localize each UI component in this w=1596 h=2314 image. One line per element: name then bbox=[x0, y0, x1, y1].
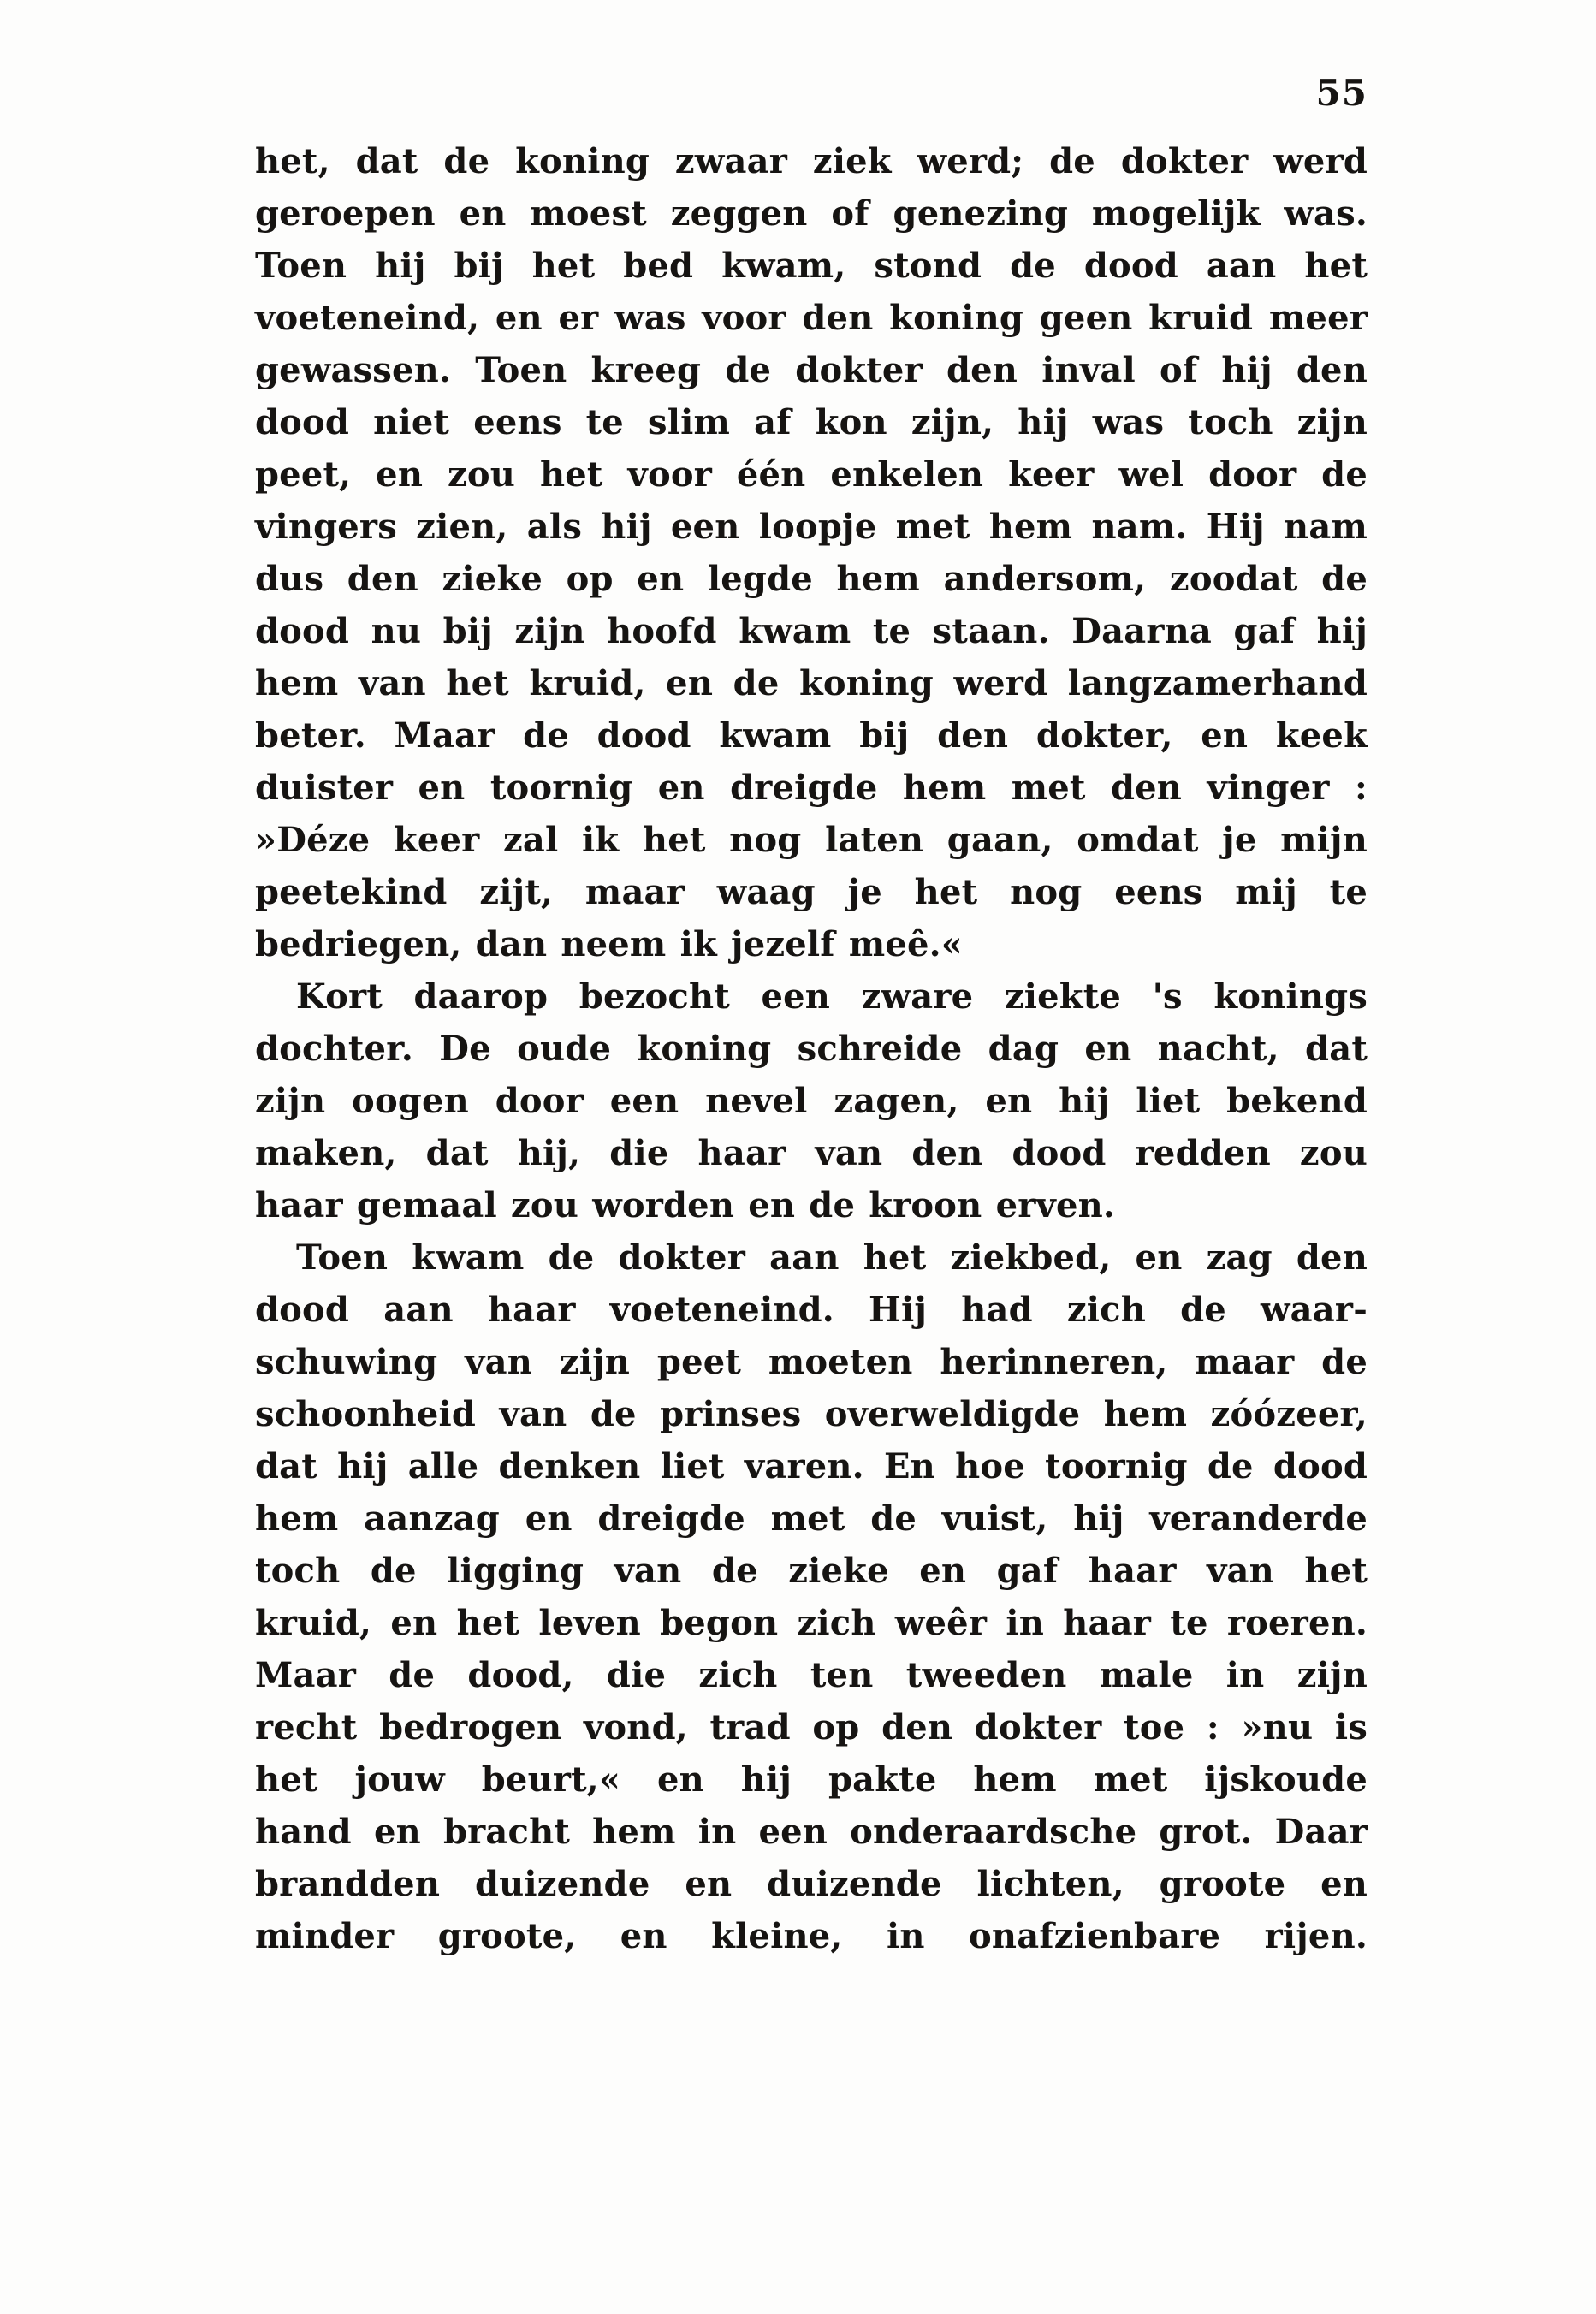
text-line: brandden duizende en duizende lichten, groote en bbox=[255, 1864, 1368, 1904]
text-line: duister en toornig en dreigde hem met den vinger : bbox=[255, 768, 1368, 808]
text-line: dat hij alle denken liet varen. En hoe toornig de dood bbox=[255, 1446, 1368, 1486]
text-line: recht bedrogen vond, trad op den dokter toe : »nu is bbox=[255, 1707, 1368, 1747]
text-line: dochter. De oude koning schreide dag en nacht, dat bbox=[255, 1029, 1368, 1069]
text-line: Maar de dood, die zich ten tweeden male in zijn bbox=[255, 1655, 1368, 1695]
text-line: geroepen en moest zeggen of genezing mogelijk was. bbox=[255, 193, 1368, 234]
text-line: dood aan haar voeteneind. Hij had zich de waar- bbox=[255, 1290, 1368, 1330]
text-line: gewassen. Toen kreeg de dokter den inval of hij den bbox=[255, 350, 1368, 390]
text-line: schuwing van zijn peet moeten herinneren, maar de bbox=[255, 1342, 1368, 1382]
paragraph bbox=[255, 1231, 1368, 1962]
text-line: peetekind zijt, maar waag je het nog eens mij te bbox=[255, 872, 1368, 912]
text-line: vingers zien, als hij een loopje met hem nam. Hij nam bbox=[255, 507, 1368, 547]
text-line: schoonheid van de prinses overweldigde hem zóózeer, bbox=[255, 1394, 1368, 1434]
text-line: dus den zieke op en legde hem andersom, zoodat de bbox=[255, 559, 1368, 599]
text-line: hem aanzag en dreigde met de vuist, hij veranderde bbox=[255, 1498, 1368, 1539]
text-line: Toen kwam de dokter aan het ziekbed, en zag den bbox=[296, 1237, 1368, 1278]
text-block bbox=[255, 135, 1368, 1962]
text-line: peet, en zou het voor één enkelen keer wel door de bbox=[255, 454, 1368, 495]
text-line: het, dat de koning zwaar ziek werd; de dokter werd bbox=[255, 141, 1368, 181]
text-line: voeteneind, en er was voor den koning geen kruid meer bbox=[255, 298, 1368, 338]
text-line: zijn oogen door een nevel zagen, en hij liet bekend bbox=[255, 1081, 1368, 1121]
text-line: bedriegen, dan neem ik jezelf meê.« bbox=[255, 924, 963, 964]
text-line: »Déze keer zal ik het nog laten gaan, omdat je mijn bbox=[255, 820, 1368, 860]
text-line: hem van het kruid, en de koning werd langzamerhand bbox=[255, 663, 1368, 703]
text-line: beter. Maar de dood kwam bij den dokter, en keek bbox=[255, 715, 1368, 756]
text-line: het jouw beurt,« en hij pakte hem met ijskoude bbox=[255, 1759, 1368, 1800]
text-line: toch de ligging van de zieke en gaf haar van het bbox=[255, 1551, 1368, 1591]
paragraph bbox=[255, 135, 1368, 970]
text-line: minder groote, en kleine, in onafzienbare rijen. bbox=[255, 1916, 1368, 1956]
page-number: 55 bbox=[1315, 72, 1368, 114]
text-line: Kort daarop bezocht een zware ziekte 's konings bbox=[296, 976, 1368, 1017]
text-line: Toen hij bij het bed kwam, stond de dood aan het bbox=[255, 246, 1368, 286]
text-line: dood nu bij zijn hoofd kwam te staan. Daarna gaf hij bbox=[255, 611, 1368, 651]
text-line: dood niet eens te slim af kon zijn, hij was toch zijn bbox=[255, 402, 1368, 442]
text-line: kruid, en het leven begon zich weêr in haar te roeren. bbox=[255, 1603, 1368, 1643]
text-line: maken, dat hij, die haar van den dood redden zou bbox=[255, 1133, 1368, 1173]
text-line: hand en bracht hem in een onderaardsche grot. Daar bbox=[255, 1812, 1368, 1852]
text-line: haar gemaal zou worden en de kroon erven. bbox=[255, 1185, 1116, 1225]
paragraph bbox=[255, 970, 1368, 1231]
